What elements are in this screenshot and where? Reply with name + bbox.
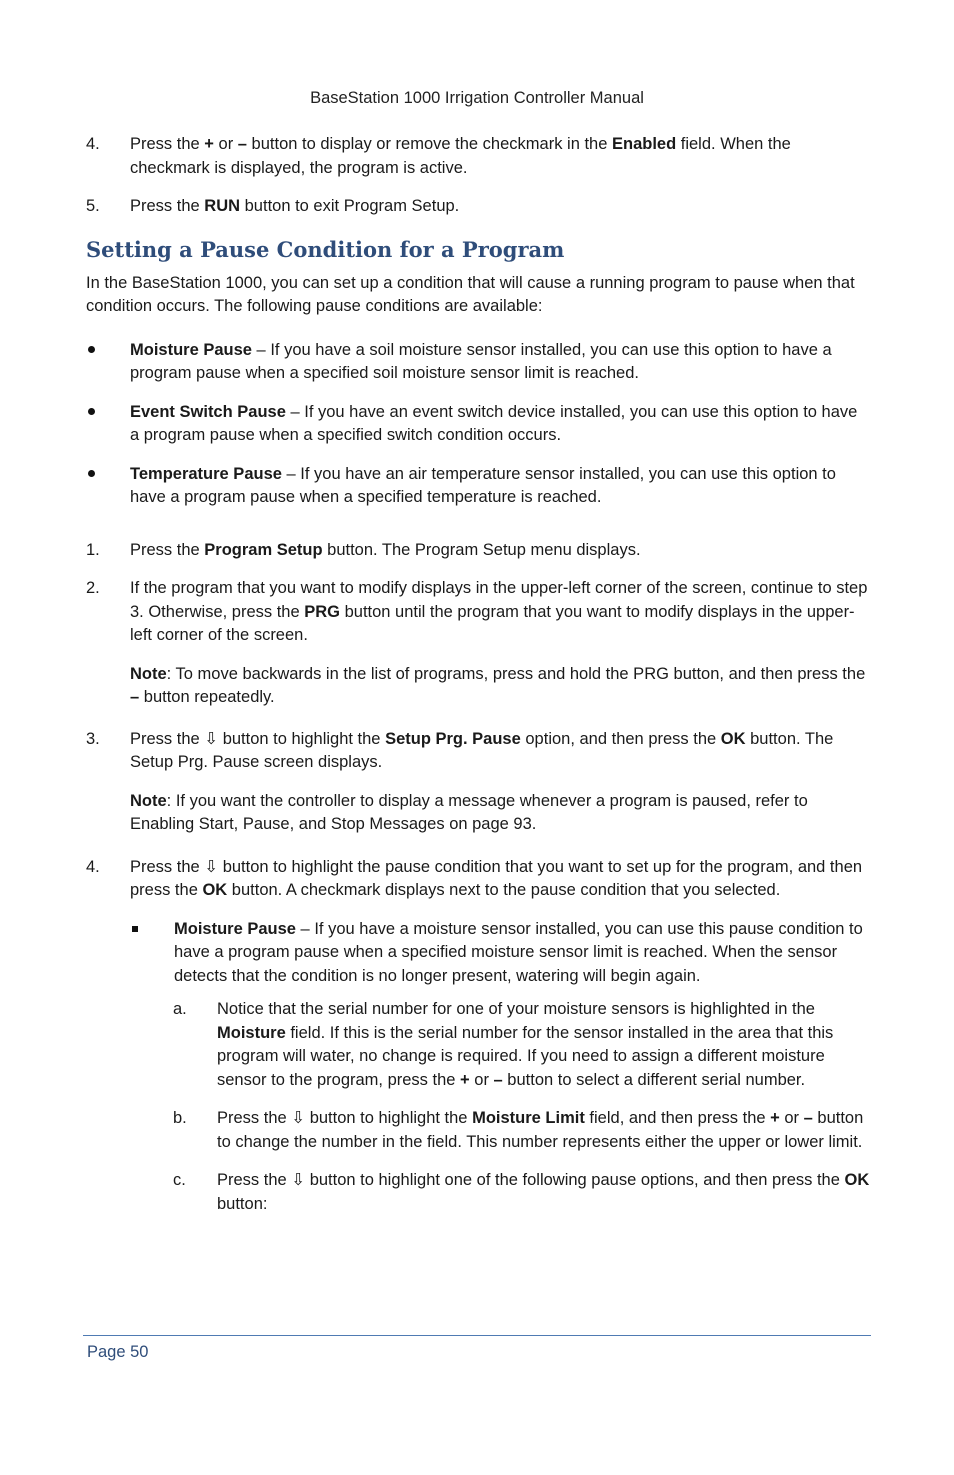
list-item: c. Press the ⇩ button to highlight one of the following pause options, and then press the OK button: — [173, 1171, 870, 1213]
intro-paragraph: In the BaseStation 1000, you can set up a condition that will cause a running program to pause when that condition occurs. The following pause conditions are available: — [86, 273, 855, 315]
page-header: BaseStation 1000 Irrigation Controller Manual — [310, 89, 644, 107]
square-bullet-icon — [130, 918, 174, 989]
list-item: 2. If the program that you want to modify displays in the upper-left corner of the screen, continue to step 3. Otherwise, press the PRG button until the program that you want to modify displays in the upper-left corner of the screen. — [86, 579, 868, 644]
bullet-icon — [86, 463, 130, 510]
sub-bullet-item: Moisture Pause – If you have a moisture sensor installed, you can use this pause condition to have a program pause when a specified moisture sensor limit is reached. When the sensor detects that the condition is no longer present, watering will begin again. — [130, 918, 871, 989]
list-item: 4. Press the ⇩ button to highlight the pause condition that you want to set up for the program, and then press the OK button. A checkmark displays next to the pause condition that you selected. — [86, 857, 863, 899]
bullet-item: Temperature Pause – If you have an air temperature sensor installed, you can use this option to have a program pause when a specified temperature is reached. — [86, 463, 871, 510]
note: Note: To move backwards in the list of programs, press and hold the PRG button, and then press the – button repeatedly. — [130, 664, 866, 706]
note: Note: If you want the controller to display a message whenever a program is paused, refer to Enabling Start, Pause, and Stop Messages on page 93. — [130, 791, 808, 833]
list-item: 1. Press the Program Setup button. The Program Setup menu displays. — [86, 540, 641, 559]
list-item: 4. Press the + or – button to display or remove the checkmark in the Enabled field. When the checkmark is displayed, the program is active. — [86, 135, 791, 177]
bullet-item: Event Switch Pause – If you have an event switch device installed, you can use this option to have a program pause when a specified switch condition occurs. — [86, 401, 871, 448]
bullet-icon — [86, 401, 130, 448]
list-item: 5. Press the RUN button to exit Program Setup. — [86, 197, 460, 215]
footer-divider — [83, 1335, 871, 1336]
bullet-item: Moisture Pause – If you have a soil moisture sensor installed, you can use this option to have a program pause when a specified soil moisture sensor limit is reached. — [86, 339, 871, 386]
list-item: 3. Press the ⇩ button to highlight the Setup Prg. Pause option, and then press the OK button. The Setup Prg. Pause screen displays. — [86, 729, 834, 771]
page-number: Page 50 — [87, 1343, 149, 1361]
list-item: a. Notice that the serial number for one of your moisture sensors is highlighted in the Moisture field. If this is the serial number for the sensor installed in the area that this program will water, no change is required. If you need to assign a different moisture sensor to the program, press the + or – button to select a different serial number. — [173, 1000, 834, 1089]
section-heading: Setting a Pause Condition for a Program — [86, 236, 565, 262]
bullet-icon — [86, 339, 130, 386]
document-body — [86, 133, 871, 1216]
list-item: b. Press the ⇩ button to highlight the Moisture Limit field, and then press the + or – button to change the number in the field. This number represents either the upper or lower limit. — [173, 1109, 864, 1151]
